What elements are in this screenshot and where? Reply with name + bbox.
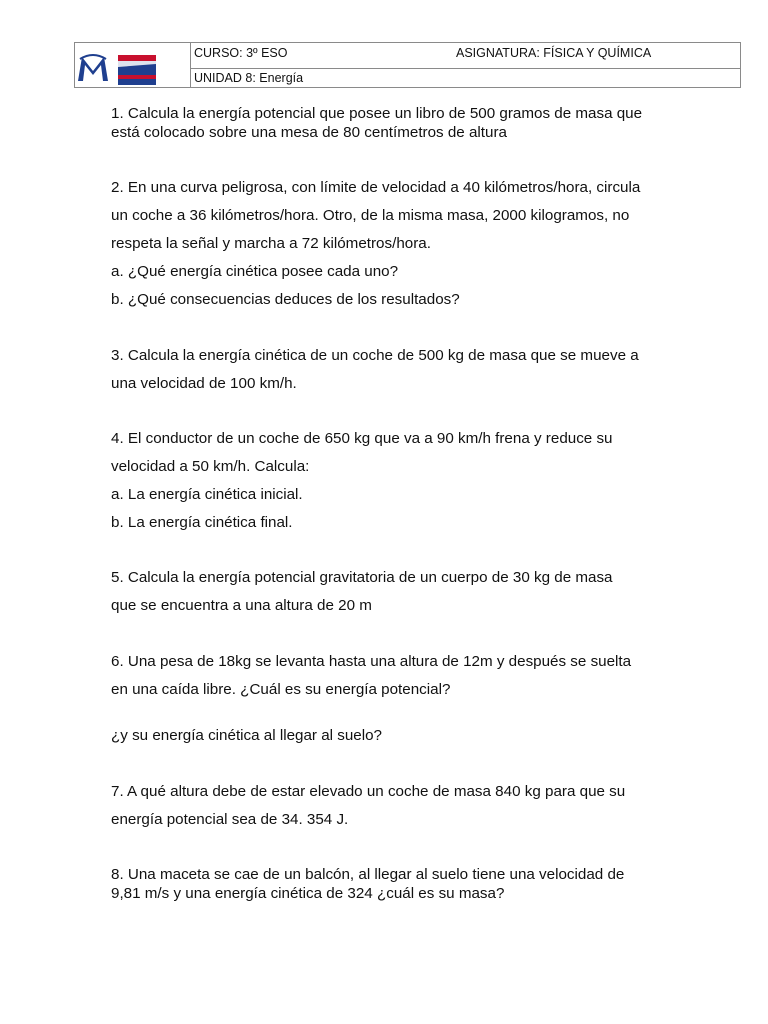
exercise-2a: a. ¿Qué energía cinética posee cada uno? <box>111 263 399 280</box>
instituto-bilingue-badge-icon <box>118 55 156 85</box>
exercise-5-line-2: que se encuentra a una altura de 20 m <box>111 597 372 614</box>
exercise-3-line-2: una velocidad de 100 km/h. <box>111 375 297 392</box>
document-header <box>74 42 741 88</box>
exercise-2-line-1: 2. En una curva peligrosa, con límite de velocidad a 40 kilómetros/hora, circula <box>111 179 641 196</box>
exercise-4b: b. La energía cinética final. <box>111 514 293 531</box>
exercise-6-line-2: en una caída libre. ¿Cuál es su energía potencial? <box>111 681 451 698</box>
subject-label: ASIGNATURA: FÍSICA Y QUÍMICA <box>456 46 652 60</box>
exercise-6-line-1: 6. Una pesa de 18kg se levanta hasta una altura de 12m y después se suelta <box>111 653 632 670</box>
exercise-2b: b. ¿Qué consecuencias deduces de los resultados? <box>111 291 460 308</box>
exercise-4-line-2: velocidad a 50 km/h. Calcula: <box>111 458 310 475</box>
exercise-8-line-1: 8. Una maceta se cae de un balcón, al llegar al suelo tiene una velocidad de <box>111 866 625 883</box>
exercise-3-line-1: 3. Calcula la energía cinética de un coche de 500 kg de masa que se mueve a <box>111 347 639 364</box>
exercise-1-line-1: 1. Calcula la energía potencial que posee un libro de 500 gramos de masa que <box>111 105 643 122</box>
exercise-2-line-2: un coche a 36 kilómetros/hora. Otro, de la misma masa, 2000 kilogramos, no <box>111 207 630 224</box>
school-logo-icon <box>76 53 110 83</box>
exercise-4-line-1: 4. El conductor de un coche de 650 kg que va a 90 km/h frena y reduce su <box>111 430 613 447</box>
exercise-5-line-1: 5. Calcula la energía potencial gravitatoria de un cuerpo de 30 kg de masa <box>111 569 613 586</box>
unit-label: UNIDAD 8: Energía <box>194 71 304 85</box>
exercise-2-line-3: respeta la señal y marcha a 72 kilómetros/hora. <box>111 235 431 252</box>
exercise-8-line-2: 9,81 m/s y una energía cinética de 324 ¿cuál es su masa? <box>111 885 505 902</box>
logo-cell <box>75 43 191 87</box>
exercise-1-line-2: está colocado sobre una mesa de 80 centímetros de altura <box>111 124 507 141</box>
exercise-6-extra: ¿y su energía cinética al llegar al suelo? <box>111 727 382 744</box>
exercise-7-line-1: 7. A qué altura debe de estar elevado un coche de masa 840 kg para que su <box>111 783 626 800</box>
header-row-unit <box>191 69 740 87</box>
exercise-7-line-2: energía potencial sea de 34. 354 J. <box>111 811 349 828</box>
course-label: CURSO: 3º ESO <box>194 46 288 60</box>
header-row-course <box>191 43 740 69</box>
exercise-4a: a. La energía cinética inicial. <box>111 486 303 503</box>
